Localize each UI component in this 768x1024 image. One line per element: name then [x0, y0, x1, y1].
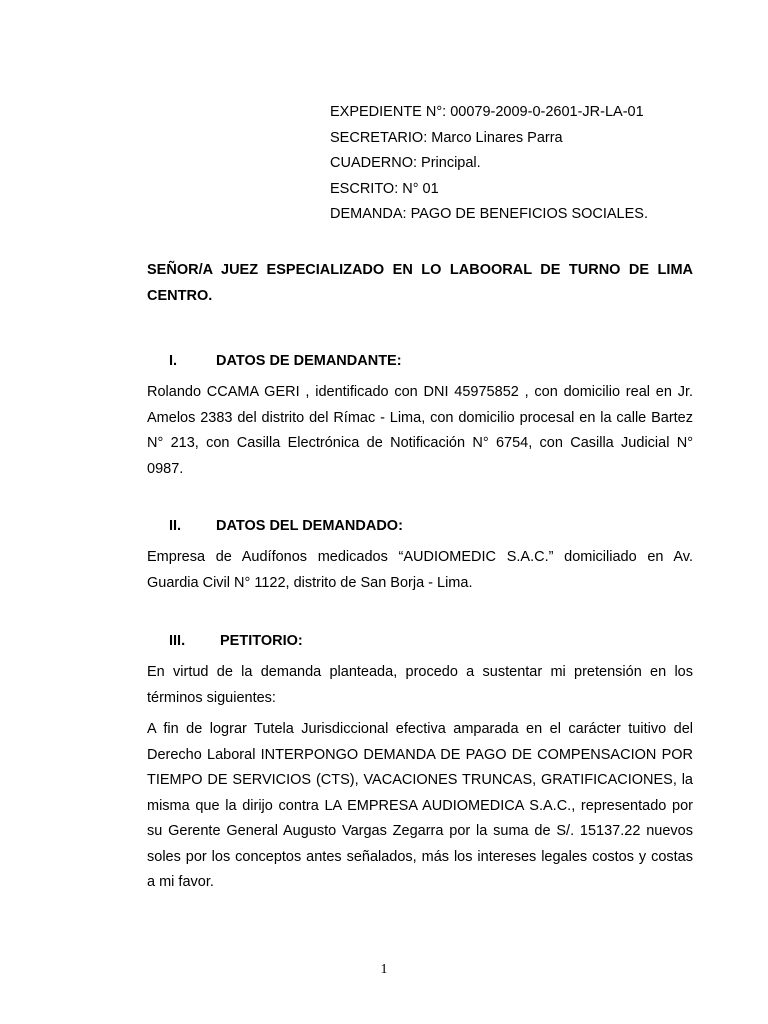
- demandado-paragraph: Empresa de Audífonos medicados “AUDIOMEDIC S.A.C.” domiciliado en Av. Guardia Civil N° 1122, distrito de San Borja - Lima.: [147, 549, 693, 591]
- addressee-heading: SEÑOR/A JUEZ ESPECIALIZADO EN LO LABOORAL DE TURNO DE LIMA CENTRO.: [147, 262, 693, 304]
- demandante-paragraph: Rolando CCAMA GERI , identificado con DNI 45975852 , con domicilio real en Jr. Amelos 2383 del distrito del Rímac - Lima, con domicilio procesal en la calle Bartez N° 213, con Casilla Electrónica de Notificación N° 6754, con Casilla Judicial N° 0987.: [147, 384, 693, 477]
- section-title: PETITORIO:: [220, 633, 303, 649]
- expediente-line: EXPEDIENTE N°: 00079-2009-0-2601-JR-LA-01: [330, 104, 644, 120]
- section-number: III.: [169, 633, 186, 649]
- escrito-line: ESCRITO: N° 01: [330, 180, 439, 197]
- section-number: II.: [169, 518, 182, 534]
- section-title: DATOS DE DEMANDANTE:: [216, 353, 402, 369]
- cuaderno-line: CUADERNO: Principal.: [330, 155, 481, 171]
- secretario-line: SECRETARIO: Marco Linares Parra: [330, 129, 563, 146]
- demanda-line: DEMANDA: PAGO DE BENEFICIOS SOCIALES.: [330, 206, 648, 222]
- page-number: 1: [380, 962, 388, 977]
- petitorio-main-paragraph: A fin de lograr Tutela Jurisdiccional efectiva amparada en el carácter tuitivo del Derecho Laboral INTERPONGO DEMANDA DE PAGO DE COMPENSACION POR TIEMPO DE SERVICIOS (CTS), VACACIONES TRUNCAS, GRATIFICACIONES, la misma que la dirijo contra LA EMPRESA AUDIOMEDICA S.A.C., representado por su Gerente General Augusto Vargas Zegarra por la suma de S/. 15137.22 nuevos soles por los conceptos antes señalados, más los intereses legales costos y costas a mi favor.: [147, 721, 693, 890]
- case-header: [330, 100, 648, 228]
- section-number: I.: [169, 353, 178, 369]
- petitorio-intro-paragraph: En virtud de la demanda planteada, procedo a sustentar mi pretensión en los términos siguientes:: [147, 664, 693, 706]
- section-title: DATOS DEL DEMANDADO:: [216, 518, 403, 534]
